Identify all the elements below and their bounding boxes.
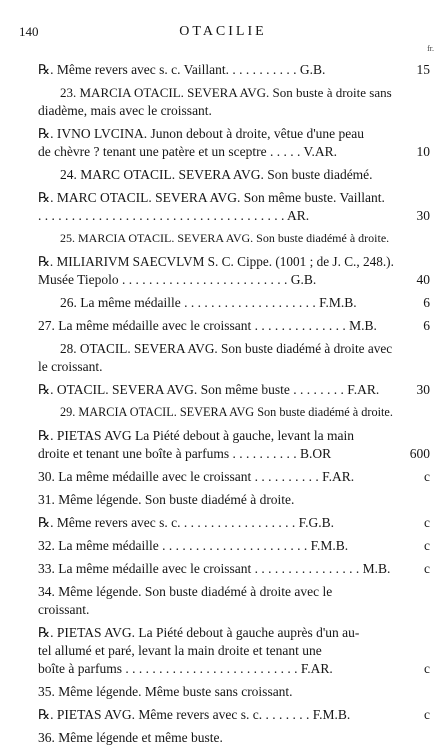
catalog-line [0, 469, 446, 486]
catalog-line-text: le croissant. [38, 359, 103, 374]
page-header [0, 24, 446, 42]
catalog-line-text: 35. Même légende. Même buste sans croissant. [38, 684, 293, 699]
catalog-line [0, 684, 446, 701]
catalog-line [0, 295, 446, 312]
catalog-line-text: 26. La même médaille . . . . . . . . . . . . . . . . . . . . F.M.B. [60, 295, 357, 310]
catalog-line [0, 254, 446, 271]
catalog-line-value: c [424, 538, 430, 553]
catalog-line-value: 6 [423, 295, 430, 310]
catalog-line-text: diadème, mais avec le croissant. [38, 103, 212, 118]
catalog-line-text: ℞. Même revers avec s. c. Vaillant. . . . . . . . . . . G.B. [38, 62, 326, 77]
currency-column-label: fr. [427, 44, 434, 53]
catalog-line [0, 208, 446, 225]
catalog-line-text: ℞. MILIARIVM SAECVLVM S. C. Cippe. (1001 ; de J. C., 248.). [38, 254, 394, 269]
catalog-line-text: . . . . . . . . . . . . . . . . . . . . . . . . . . . . . . . . . . . . . AR. [38, 208, 310, 223]
catalog-line-text: 33. La même médaille avec le croissant . . . . . . . . . . . . . . . . M.B. [38, 561, 391, 576]
catalog-line [0, 103, 446, 120]
catalog-line [0, 144, 446, 161]
catalog-line-text: ℞. MARC OTACIL. SEVERA AVG. Son même buste. Vaillant. [38, 190, 385, 205]
catalog-line [0, 85, 446, 102]
page-title: OTACILIE [179, 24, 267, 39]
catalog-line-text: Musée Tiepolo . . . . . . . . . . . . . . . . . . . . . . . . . G.B. [38, 272, 317, 287]
catalog-line-value: 600 [409, 446, 430, 461]
catalog-line [0, 602, 446, 619]
catalog-line [0, 167, 446, 184]
catalog-line-value: c [424, 515, 430, 530]
catalog-line [0, 428, 446, 445]
catalog-line-value: 40 [416, 272, 430, 287]
catalog-line-value: 30 [416, 208, 430, 223]
catalog-line-text: 23. MARCIA OTACIL. SEVERA AVG. Son buste à droite sans [60, 85, 392, 100]
catalog-line-text: ℞. OTACIL. SEVERA AVG. Son même buste . . . . . . . . F.AR. [38, 382, 380, 397]
catalog-line-text: tel allumé et paré, levant la main droite et tenant une [38, 643, 322, 658]
catalog-line [0, 62, 446, 79]
catalog-line-text: ℞. PIETAS AVG La Piété debout à gauche, levant la main [38, 428, 354, 443]
catalog-line [0, 359, 446, 376]
catalog-line [0, 643, 446, 660]
catalog-line-text: 27. La même médaille avec le croissant . . . . . . . . . . . . . . M.B. [38, 318, 377, 333]
catalog-line-value: 10 [416, 144, 430, 159]
catalog-line-text: 32. La même médaille . . . . . . . . . . . . . . . . . . . . . . F.M.B. [38, 538, 349, 553]
catalog-line-text: croissant. [38, 602, 90, 617]
catalog-line-text: 36. Même légende et même buste. [38, 730, 223, 745]
catalog-line-text: ℞. Même revers avec s. c. . . . . . . . . . . . . . . . . . F.G.B. [38, 515, 334, 530]
catalog-line [0, 492, 446, 509]
catalog-line-value: c [424, 561, 430, 576]
catalog-line-value: 6 [423, 318, 430, 333]
catalog-line-text: de chèvre ? tenant une patère et un sceptre . . . . . V.AR. [38, 144, 338, 159]
catalog-line-value: 30 [416, 382, 430, 397]
catalog-line-text: ℞. IVNO LVCINA. Junon debout à droite, vêtue d'une peau [38, 126, 364, 141]
catalog-line-text: 31. Même légende. Son buste diadémé à droite. [38, 492, 295, 507]
catalog-line-text: 34. Même légende. Son buste diadémé à droite avec le [38, 584, 333, 599]
catalog-line [0, 515, 446, 532]
catalog-line-text: ℞. PIETAS AVG. Même revers avec s. c. . . . . . . . F.M.B. [38, 707, 351, 722]
catalog-line [0, 730, 446, 747]
catalog-line [0, 231, 446, 248]
catalog-line [0, 126, 446, 143]
catalog-line [0, 382, 446, 399]
catalog-line-text: 28. OTACIL. SEVERA AVG. Son buste diadémé à droite avec [60, 341, 393, 356]
catalog-line [0, 190, 446, 207]
catalog-line-text: 29. MARCIA OTACIL. SEVERA AVG Son buste diadémé à droite. [60, 405, 393, 419]
catalog-line [0, 538, 446, 555]
catalog-line [0, 272, 446, 289]
catalog-line-value: c [424, 469, 430, 484]
catalog-line [0, 341, 446, 358]
catalog-line-value: 15 [416, 62, 430, 77]
catalog-line-text: droite et tenant une boîte à parfums . . . . . . . . . . B.OR [38, 446, 332, 461]
catalog-line-value: c [424, 661, 430, 676]
catalog-line-text: ℞. PIETAS AVG. La Piété debout à gauche auprès d'un au- [38, 625, 360, 640]
catalog-line [0, 584, 446, 601]
catalog-line-text: 30. La même médaille avec le croissant . . . . . . . . . . F.AR. [38, 469, 355, 484]
catalog-line-text: 24. MARC OTACIL. SEVERA AVG. Son buste diadémé. [60, 167, 373, 182]
page-number: 140 [19, 24, 39, 39]
catalog-line [0, 625, 446, 642]
catalog-line [0, 405, 446, 422]
catalog-line-value: c [424, 707, 430, 722]
catalog-line-text: boîte à parfums . . . . . . . . . . . . . . . . . . . . . . . . . . F.AR. [38, 661, 333, 676]
catalog-line [0, 661, 446, 678]
catalog-line [0, 446, 446, 463]
catalog-line-text: 25. MARCIA OTACIL. SEVERA AVG. Son buste diadémé à droite. [60, 231, 390, 245]
catalog-line [0, 318, 446, 335]
catalog-line [0, 561, 446, 578]
catalog-line [0, 707, 446, 724]
